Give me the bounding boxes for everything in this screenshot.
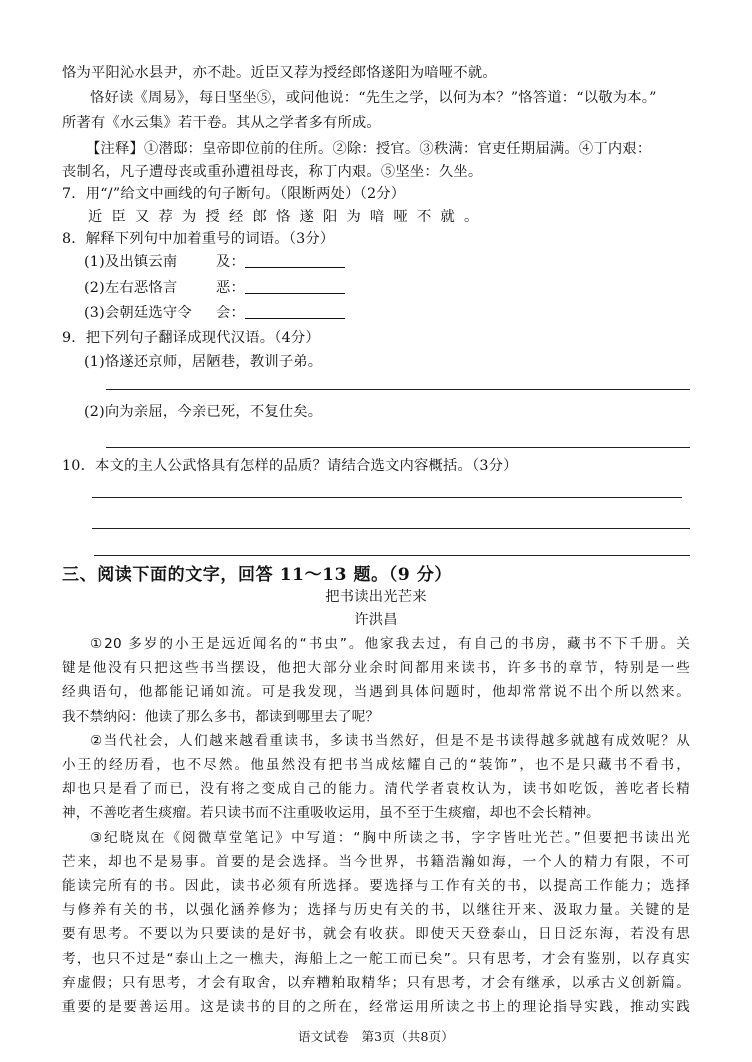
question-8-item: (3)会朝廷选守令: [84, 305, 192, 321]
answer-blank[interactable]: [245, 293, 345, 294]
article-line: 考，也只不过是“泰山上之一樵夫，海船上之一舵工而已矣”。只有思考，才会有鉴别，以存真实: [62, 950, 690, 967]
question-8-word: 会：: [216, 305, 245, 321]
question-7-stem: 7．用“/”给文中画线的句子断句。（限断两处）（2分）: [62, 186, 406, 202]
article-author: 许洪昌: [354, 612, 398, 628]
question-8-word: 恶：: [216, 280, 245, 296]
article-line: 能读完所有的书。因此，读书必须有所选择。要选择与工作有关的书，以提高工作能力；选择: [62, 878, 690, 894]
annotation-line: 丧制名，凡子遭母丧或重孙遭祖母丧，称丁内艰。⑤坚坐：久坐。: [62, 164, 483, 180]
question-9-stem: 9．把下列句子翻译成现代汉语。（4分）: [62, 330, 320, 346]
article-line: 弃虚假；只有思考，才会有取舍，以弃糟粕取精华；只有思考，才会有继承，以承古义创新篇。: [62, 974, 690, 991]
article-line: 要有思考。不要以为只要读的是好书，就会有收获。即使天天登泰山，日日泛东海，若没有思: [62, 926, 690, 943]
article-line: ①20 多岁的小王是远近闻名的“书虫”。他家我去过，有自己的书房，藏书不下千册。关: [90, 636, 690, 652]
article-line: 经典语句，他都能记诵如流。可是我发现，当遇到具体问题时，他却常常说不出个所以然来。: [62, 684, 690, 701]
article-line: ②当代社会，人们越来越看重读书，多读书当然好，但是不是书读得越多就越有成效呢？从: [90, 732, 690, 749]
question-9-item-1: (1)恪遂还京师，居陋巷，教训子弟。: [84, 354, 323, 370]
question-8-word: 及：: [216, 254, 245, 270]
article-line: 我不禁纳闷：他读了那么多书，都读到哪里去了呢？: [62, 708, 380, 725]
section-heading: 三、阅读下面的文字，回答 11～13 题。（9 分）: [62, 565, 452, 585]
question-9-item-2: (2)向为亲屈，今亲已死，不复仕矣。: [84, 404, 323, 420]
article-line: 神，不善吃者生痰瘤。若只读书而不注重吸收运用，虽不至于生痰瘤，却也不会长精神。: [62, 805, 600, 822]
passage-line: 恪好读《周易》，每日坚坐⑤，或问他说：“先生之学，以何为本？”恪答道：“以敬为本。”: [90, 90, 657, 106]
article-line: 键是他没有只把这些书当摆设，他把大部分业余时间都用来读书，许多书的章节，特别是一些: [62, 660, 690, 677]
passage-line: 所著有《水云集》若干卷。其从之学者多有所成。: [62, 115, 381, 131]
question-8-stem: 8．解释下列句中加着重号的词语。（3分）: [62, 231, 335, 247]
answer-line[interactable]: [92, 497, 682, 498]
question-8-item: (1)及出镇云南: [84, 254, 178, 270]
answer-line[interactable]: [106, 447, 690, 448]
article-line: 与修养有关的书，以强化涵养修为；选择与历史有关的书，以继往开来、汲取力量。关键的是: [62, 902, 690, 919]
passage-line: 恪为平阳沁水县尹，亦不赴。近臣又荐为授经郎恪遂阳为喑哑不就。: [62, 65, 497, 81]
article-line: 芒来，却也不是易事。首要的是会选择。当今世界，书籍浩瀚如海，一个人的精力有限，不可: [62, 853, 690, 870]
answer-line[interactable]: [92, 528, 690, 529]
answer-blank[interactable]: [245, 267, 345, 268]
question-7-sentence: 近臣又荐为授经郎恪遂阳为喑哑不就。: [88, 209, 488, 225]
article-title: 把书读出光芒来: [325, 589, 427, 605]
article-line: ③纪晓岚在《阅微草堂笔记》中写道：“胸中所读之书，字字皆吐光芒。”但要把书读出光: [90, 829, 690, 846]
annotation-line: 【注释】①潜邸：皇帝即位前的住所。②除：授官。③秩满：官吏任期届满。④丁内艰：: [86, 141, 652, 157]
page-footer: 语文试卷 第3页（共8页）: [297, 1029, 454, 1044]
answer-line[interactable]: [94, 555, 690, 556]
article-line: 重要的是要善运用。这是读书的目的之所在，经常运用所读之书上的理论指导实践，推动实践: [62, 999, 690, 1015]
article-line: 却也只是看了而已，没有将之变成自己的能力。清代学者袁枚认为，读书如吃饭，善吃者长精: [62, 781, 690, 798]
article-line: 小王的经历看，也不尽然。他虽然没有把书当成炫耀自己的“装饰”，也不是只藏书不看书，: [62, 757, 690, 773]
question-10-stem: 10．本文的主人公武恪具有怎样的品质？请结合选文内容概括。（3分）: [62, 458, 518, 474]
answer-blank[interactable]: [245, 318, 345, 319]
answer-line[interactable]: [106, 389, 690, 390]
question-8-item: (2)左右恶恪言: [84, 280, 178, 296]
